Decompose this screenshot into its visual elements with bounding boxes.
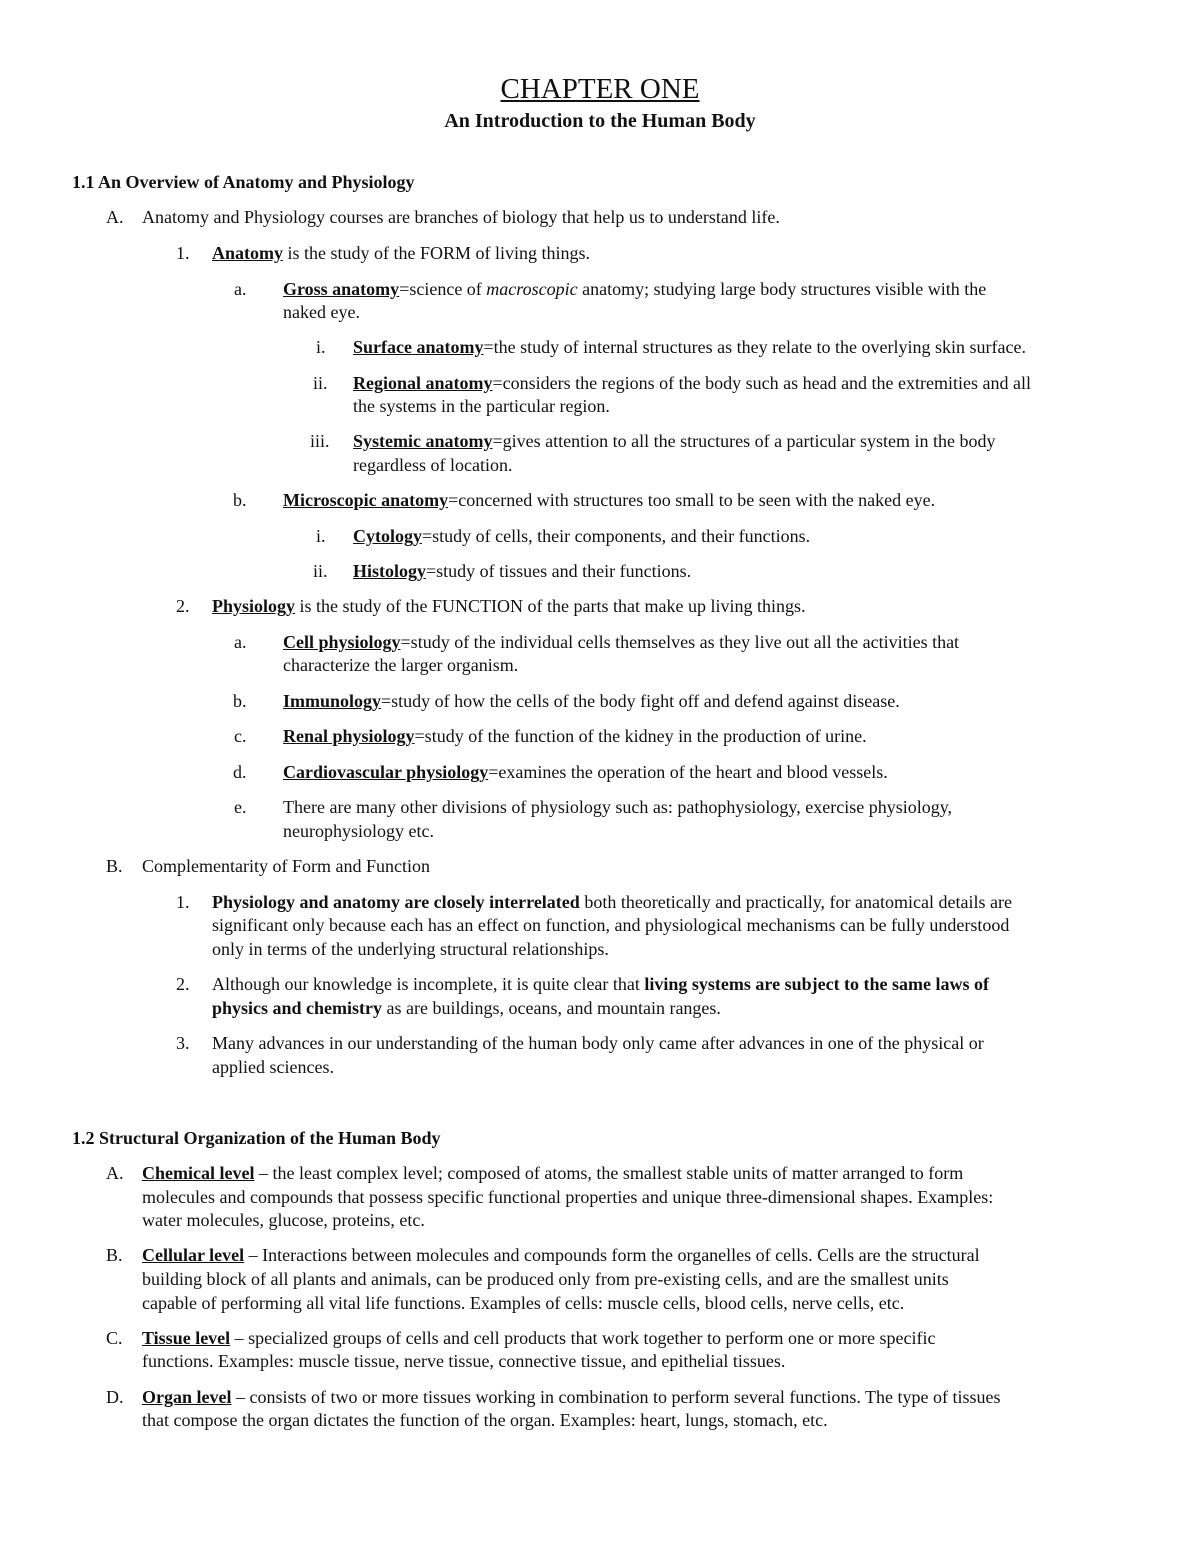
item-cellular-level	[142, 1243, 980, 1267]
item-text-continued: naked eye.	[283, 302, 360, 322]
item-tissue-level	[142, 1326, 935, 1350]
list-marker: 3.	[176, 1033, 190, 1053]
term-regional-anatomy: Regional anatomy	[353, 373, 493, 393]
item-histology	[353, 559, 691, 583]
list-marker: e.	[234, 797, 247, 817]
item-text-continued: building block of all plants and animals, can be produced only from pre-existing cells, and are the smallest units	[142, 1269, 949, 1289]
item-text: =study of the function of the kidney in the production of urine.	[414, 726, 867, 746]
item-systemic-anatomy	[353, 429, 996, 453]
item-text-continued: significant only because each has an effect on function, and physiological mechanisms can be fully understood	[212, 915, 1010, 935]
list-marker: 2.	[176, 596, 190, 616]
item-text: =study of tissues and their functions.	[426, 561, 692, 581]
list-marker: i.	[316, 337, 326, 357]
term-microscopic-anatomy: Microscopic anatomy	[283, 490, 449, 510]
item-text-continued: capable of performing all vital life functions. Examples of cells: muscle cells, blood cells, nerve cells, etc.	[142, 1293, 905, 1313]
item-organ-level	[142, 1385, 1001, 1409]
list-marker: ii.	[313, 373, 328, 393]
term-histology: Histology	[353, 561, 427, 581]
item-advances: Many advances in our understanding of the human body only came after advances in one of the physical or	[212, 1033, 984, 1053]
item-physiology	[212, 594, 805, 618]
section-heading-1-2: 1.2 Structural Organization of the Human Body	[72, 1128, 441, 1148]
item-chemical-level	[142, 1161, 963, 1185]
item-text: – Interactions between molecules and compounds form the organelles of cells. Cells are the structural	[244, 1245, 980, 1265]
item-text-continued: that compose the organ dictates the function of the organ. Examples: heart, lungs, stomach, etc.	[142, 1410, 828, 1430]
item-other-divisions: There are many other divisions of physiology such as: pathophysiology, exercise physiology,	[283, 797, 953, 817]
item-text: is the study of the FUNCTION of the parts that make up living things.	[295, 596, 806, 616]
item-text: =gives attention to all the structures of a particular system in the body	[492, 431, 996, 451]
item-text: =study of how the cells of the body fight off and defend against disease.	[381, 691, 900, 711]
term-cardiovascular-physiology: Cardiovascular physiology	[283, 762, 489, 782]
list-marker: c.	[234, 726, 247, 746]
list-marker: A.	[106, 1163, 124, 1183]
item-gross-anatomy	[283, 277, 986, 301]
item-text: – consists of two or more tissues working in combination to perform several functions. The type of tissues	[231, 1387, 1001, 1407]
item-text-continued: only in terms of the underlying structural relationships.	[212, 939, 609, 959]
term-gross-anatomy: Gross anatomy	[283, 279, 400, 299]
item-A-text: Anatomy and Physiology courses are branches of biology that help us to understand life.	[142, 207, 780, 227]
item-text: =study of the individual cells themselves as they live out all the activities that	[400, 632, 960, 652]
item-regional-anatomy	[353, 371, 1031, 395]
list-marker: b.	[233, 691, 247, 711]
item-interrelated	[212, 890, 1012, 914]
list-marker: a.	[234, 279, 247, 299]
item-text: =study of cells, their components, and their functions.	[422, 526, 811, 546]
list-marker: a.	[234, 632, 247, 652]
term-cellular-level: Cellular level	[142, 1245, 245, 1265]
item-text: =concerned with structures too small to be seen with the naked eye.	[448, 490, 936, 510]
item-text-continued	[212, 996, 721, 1020]
item-same-laws	[212, 972, 989, 996]
item-text: =the study of internal structures as they relate to the overlying skin surface.	[483, 337, 1026, 357]
list-marker: 1.	[176, 243, 190, 263]
list-marker: 2.	[176, 974, 190, 994]
item-text-continued: applied sciences.	[212, 1057, 334, 1077]
item-text: – specialized groups of cells and cell products that work together to perform one or more specific	[230, 1328, 936, 1348]
term-tissue-level: Tissue level	[142, 1328, 231, 1348]
bold-phrase: Physiology and anatomy are closely interrelated	[212, 892, 580, 912]
chapter-subtitle: An Introduction to the Human Body	[444, 110, 756, 132]
bold-phrase: living systems are subject to the same laws of	[644, 974, 990, 994]
term-immunology: Immunology	[283, 691, 382, 711]
item-B-text: Complementarity of Form and Function	[142, 856, 430, 876]
term-cytology: Cytology	[353, 526, 422, 546]
list-marker: i.	[316, 526, 326, 546]
item-microscopic-anatomy	[283, 488, 935, 512]
item-surface-anatomy	[353, 335, 1026, 359]
item-cardiovascular-physiology	[283, 760, 888, 784]
term-surface-anatomy: Surface anatomy	[353, 337, 484, 357]
term-systemic-anatomy: Systemic anatomy	[353, 431, 493, 451]
list-marker: A.	[106, 207, 124, 227]
term-physiology: Physiology	[212, 596, 296, 616]
list-marker: iii.	[310, 431, 330, 451]
list-marker: b.	[233, 490, 247, 510]
item-text: Although our knowledge is incomplete, it is quite clear that	[212, 974, 645, 994]
list-marker: 1.	[176, 892, 190, 912]
section-heading-1-1: 1.1 An Overview of Anatomy and Physiology	[72, 172, 415, 192]
item-text-continued: regardless of location.	[353, 455, 513, 475]
item-text-continued: neurophysiology etc.	[283, 821, 434, 841]
item-text-continued: molecules and compounds that possess specific functional properties and unique three-dimensional shapes. Examples:	[142, 1187, 994, 1207]
list-marker: D.	[106, 1387, 124, 1407]
item-text: both theoretically and practically, for anatomical details are	[579, 892, 1012, 912]
item-text: anatomy; studying large body structures visible with the	[577, 279, 987, 299]
chapter-title: CHAPTER ONE	[500, 73, 700, 105]
item-text: =examines the operation of the heart and blood vessels.	[488, 762, 888, 782]
list-marker: d.	[233, 762, 247, 782]
list-marker: B.	[106, 1245, 123, 1265]
item-text: – the least complex level; composed of atoms, the smallest stable units of matter arranged to form	[254, 1163, 964, 1183]
term-chemical-level: Chemical level	[142, 1163, 255, 1183]
list-marker: ii.	[313, 561, 328, 581]
item-text: is the study of the FORM of living things.	[283, 243, 591, 263]
item-text-continued: the systems in the particular region.	[353, 396, 610, 416]
item-text: as are buildings, oceans, and mountain ranges.	[382, 998, 721, 1018]
term-anatomy: Anatomy	[212, 243, 283, 263]
term-renal-physiology: Renal physiology	[283, 726, 415, 746]
item-cytology	[353, 524, 810, 548]
item-text-continued: characterize the larger organism.	[283, 655, 519, 675]
item-cell-physiology	[283, 630, 959, 654]
item-renal-physiology	[283, 724, 867, 748]
term-organ-level: Organ level	[142, 1387, 232, 1407]
item-immunology	[283, 689, 900, 713]
item-anatomy	[212, 241, 590, 265]
bold-phrase: physics and chemistry	[212, 998, 383, 1018]
list-marker: C.	[106, 1328, 123, 1348]
term-cell-physiology: Cell physiology	[283, 632, 401, 652]
item-text-continued: functions. Examples: muscle tissue, nerve tissue, connective tissue, and epithelial tissues.	[142, 1351, 786, 1371]
item-text-continued: water molecules, glucose, proteins, etc.	[142, 1210, 425, 1230]
list-marker: B.	[106, 856, 123, 876]
item-text: =science of	[399, 279, 487, 299]
italic-macroscopic: macroscopic	[486, 279, 578, 299]
item-text: =considers the regions of the body such as head and the extremities and all	[492, 373, 1031, 393]
